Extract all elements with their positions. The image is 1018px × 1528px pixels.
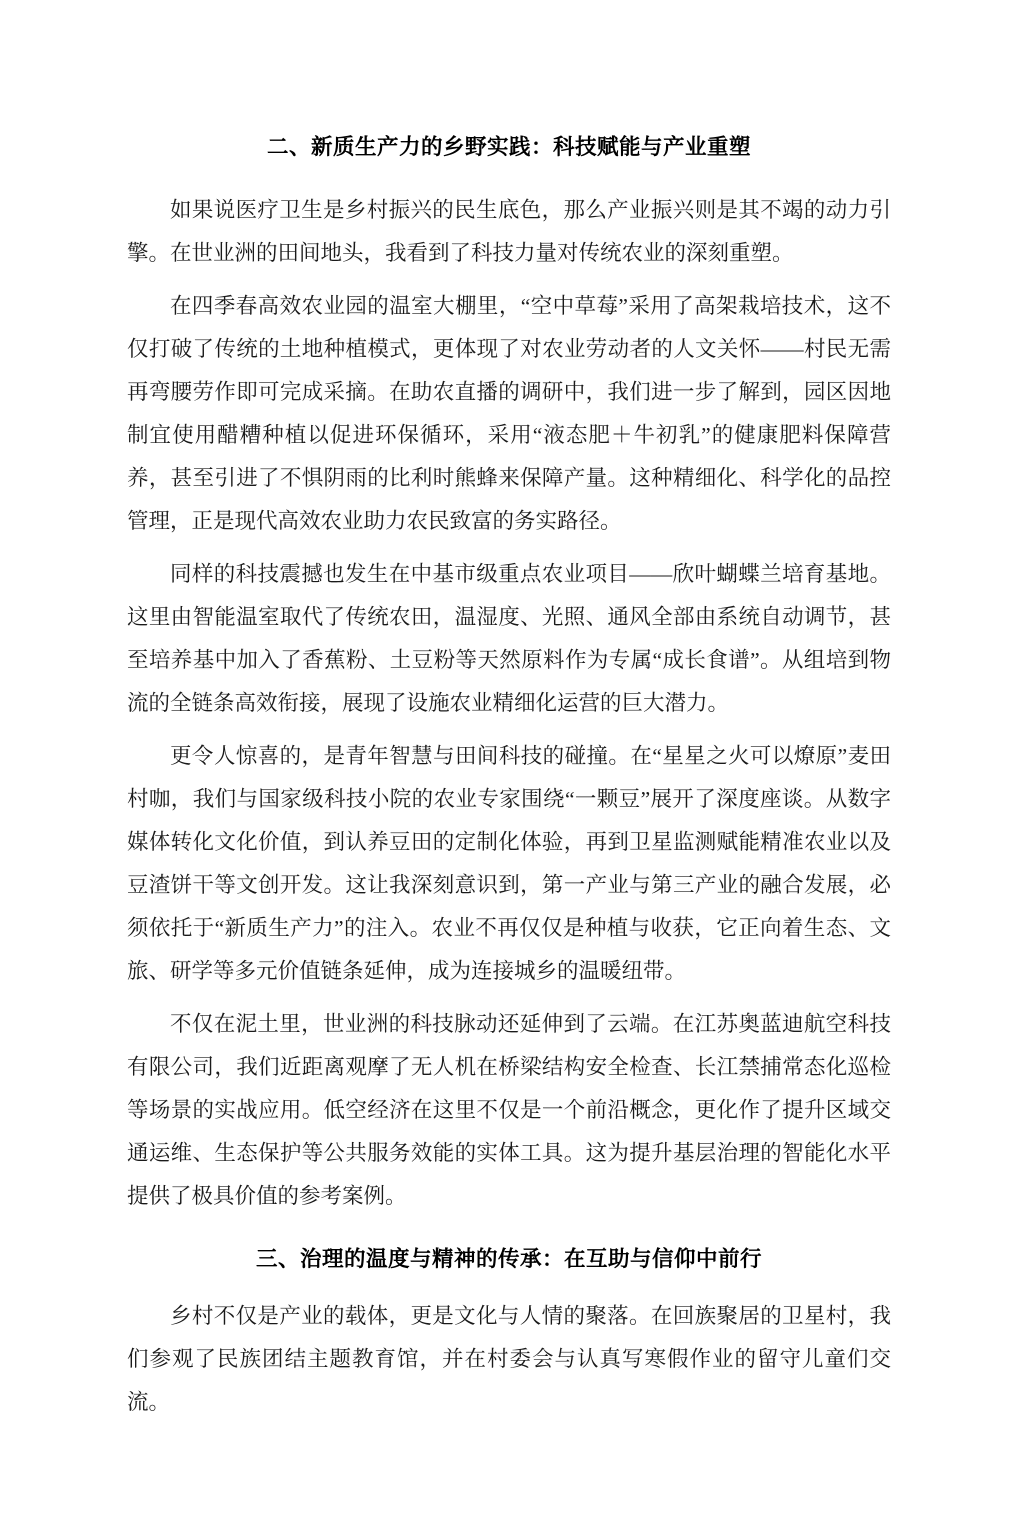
section-two-heading: 二、新质生产力的乡野实践：科技赋能与产业重塑 [266,135,751,159]
section-three-heading: 三、治理的温度与精神的传承：在互助与信仰中前行 [255,1247,762,1271]
section-two-paragraph-5: 不仅在泥土里，世业洲的科技脉动还延伸到了云端。在江苏奥蓝迪航空科技有限公司，我们近距离观摩了无人机在桥梁结构安全检查、长江禁捕常态化巡检等场景的实战应用。低空经济在这里不仅是一个前沿概念，更化作了提升区域交通运维、生态保护等公共服务效能的实体工具。这为提升基层治理的智能化水平提供了极具价值的参考案例。 [127,1012,891,1208]
section-two-paragraph-3: 同样的科技震撼也发生在中基市级重点农业项目——欣叶蝴蝶兰培育基地。这里由智能温室取代了传统农田，温湿度、光照、通风全部由系统自动调节，甚至培养基中加入了香蕉粉、土豆粉等天然原料作为专属“成长食谱”。从组培到物流的全链条高效衔接，展现了设施农业精细化运营的巨大潜力。 [127,562,891,715]
section-two-paragraph-2: 在四季春高效农业园的温室大棚里，“空中草莓”采用了高架栽培技术，这不仅打破了传统的土地种植模式，更体现了对农业劳动者的人文关怀——村民无需再弯腰劳作即可完成采摘。在助农直播的调研中，我们进一步了解到，园区因地制宜使用醋糟种植以促进环保循环，采用“液态肥＋牛初乳”的健康肥料保障营养，甚至引进了不惧阴雨的比利时熊蜂来保障产量。这种精细化、科学化的品控管理，正是现代高效农业助力农民致富的务实路径。 [127,294,891,533]
document-content [127,126,891,1424]
section-two-paragraph-1: 如果说医疗卫生是乡村振兴的民生底色，那么产业振兴则是其不竭的动力引擎。在世业洲的田间地头，我看到了科技力量对传统农业的深刻重塑。 [127,198,891,265]
section-two-paragraph-4: 更令人惊喜的，是青年智慧与田间科技的碰撞。在“星星之火可以燎原”麦田村咖，我们与国家级科技小院的农业专家围绕“一颗豆”展开了深度座谈。从数字媒体转化文化价值，到认养豆田的定制化体验，再到卫星监测赋能精准农业以及豆渣饼干等文创开发。这让我深刻意识到，第一产业与第三产业的融合发展，必须依托于“新质生产力”的注入。农业不再仅仅是种植与收获，它正向着生态、文旅、研学等多元价值链条延伸，成为连接城乡的温暖纽带。 [127,744,891,983]
section-three-paragraph-1: 乡村不仅是产业的载体，更是文化与人情的聚落。在回族聚居的卫星村，我们参观了民族团结主题教育馆，并在村委会与认真写寒假作业的留守儿童们交流。 [127,1304,891,1414]
